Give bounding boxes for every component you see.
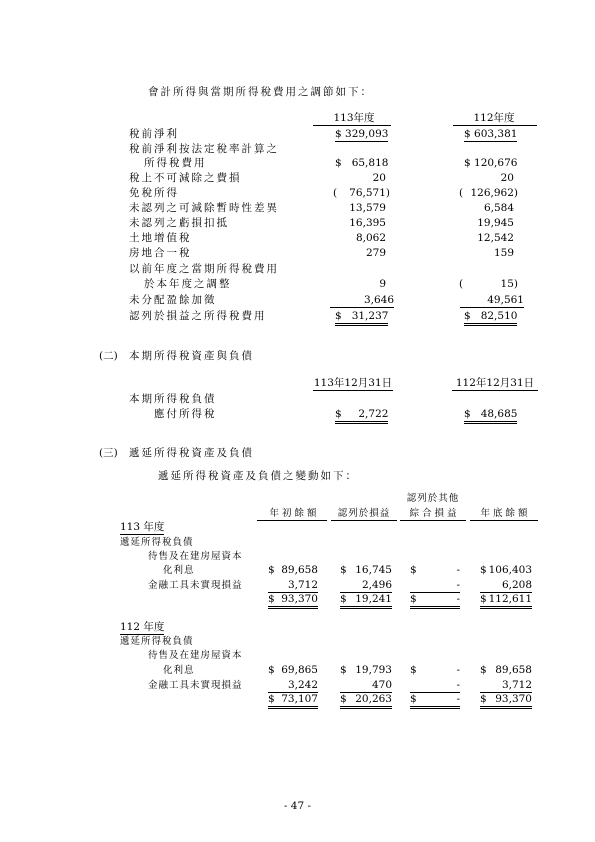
cell-pl: 2,496	[361, 579, 392, 591]
dollar-sign: $	[410, 664, 417, 676]
section-2-row-label: 應付所得稅	[154, 408, 217, 420]
cell-oci: -	[456, 579, 460, 591]
recon-row-v112: 20	[500, 172, 514, 184]
section-2-v112: $ 48,685	[464, 408, 517, 424]
cell-opening-total: 73,107	[281, 693, 318, 705]
item-label: 待售及在建房屋資本	[148, 650, 243, 661]
recon-row-label: 所得稅費用	[144, 157, 207, 169]
section-2-v113: $ 2,722	[335, 408, 388, 424]
recon-col-112-rule	[453, 125, 537, 126]
dollar-sign: $	[340, 564, 347, 576]
recon-col-113-rule	[313, 125, 391, 126]
total-double-rule	[410, 606, 460, 609]
dollar-sign: $	[410, 693, 417, 705]
recon-row-v112: 19,945	[477, 217, 514, 229]
total-double-rule	[340, 606, 392, 609]
cell-opening: 3,712	[287, 579, 318, 591]
dollar-sign: $	[340, 693, 347, 705]
section-3-number: (三)	[99, 447, 118, 459]
cell-closing: 106,403	[488, 564, 532, 576]
item-label: 待售及在建房屋資本	[148, 551, 243, 562]
recon-row-v113: 16,395	[349, 217, 386, 229]
recon-row-paren-113: (	[333, 187, 338, 199]
recon-row-v112: 12,542	[477, 232, 514, 244]
recon-row-label: 稅前淨利按法定稅率計算之	[129, 143, 279, 155]
total-double-rule	[480, 706, 532, 709]
cell-pl: 470	[371, 679, 392, 691]
cell-pl-total: 19,241	[355, 593, 392, 605]
recon-row-v113: 279	[365, 247, 386, 259]
cell-closing-total: 112,611	[488, 593, 532, 605]
recon-row-v113: $ 31,237	[335, 310, 388, 326]
section-2-col-112-rule	[452, 390, 538, 391]
recon-row-label: 土地增值稅	[129, 232, 192, 244]
cell-opening: 69,865	[281, 664, 318, 676]
item-label: 化利息	[163, 665, 195, 676]
section-2-row-header: 本期所得稅負債	[129, 393, 217, 405]
cell-closing: 3,712	[501, 679, 532, 691]
col-oci-line2: 綜 合 損 益	[409, 508, 457, 519]
recon-row-paren-112: (	[459, 278, 464, 290]
section-3-title: 遞延所得稅資產及負債	[129, 447, 254, 459]
recon-row-v112: $ 603,381	[464, 128, 518, 140]
recon-row-v113: 8,062	[355, 232, 386, 244]
dollar-sign: $	[480, 564, 487, 576]
section-2-col-113: 113年12月31日	[313, 377, 393, 389]
dollar-sign: $	[268, 593, 275, 605]
dollar-sign: $	[480, 593, 487, 605]
dollar-sign: $	[410, 564, 417, 576]
recon-row-v113: 13,579	[349, 202, 386, 214]
total-double-rule	[268, 706, 318, 709]
recon-row-label: 未認列之可減除暫時性差異	[129, 202, 279, 214]
dollar-sign: $	[268, 664, 275, 676]
cell-pl-total: 20,263	[355, 693, 392, 705]
recon-row-label: 免稅所得	[129, 187, 179, 199]
recon-row-v112: 6,584	[483, 202, 514, 214]
recon-row-v113: $ 65,818	[335, 157, 389, 169]
dollar-sign: $	[410, 593, 417, 605]
recon-row-label: 稅前淨利	[129, 128, 179, 140]
total-double-rule	[268, 606, 318, 609]
recon-row-v113: 9	[379, 278, 386, 290]
recon-row-v113: 3,646	[330, 294, 394, 308]
cell-pl: 16,745	[355, 564, 392, 576]
recon-row-v112: $ 82,510	[464, 310, 517, 326]
total-double-rule	[480, 606, 532, 609]
total-double-rule	[340, 706, 392, 709]
page-number: - 47 -	[283, 800, 312, 812]
recon-row-v112: 49,561	[460, 294, 524, 308]
dollar-sign: $	[340, 593, 347, 605]
recon-row-label: 未分配盈餘加徵	[129, 294, 217, 306]
cell-closing-total: 93,370	[495, 693, 532, 705]
recon-col-113: 113年度	[333, 112, 375, 124]
col-closing-balance: 年 底 餘 額	[480, 508, 528, 519]
col-rule	[400, 520, 466, 521]
cell-oci: -	[456, 679, 460, 691]
cell-oci-total: -	[456, 593, 460, 605]
recon-row-label: 稅上不可減除之費損	[129, 172, 242, 184]
recon-row-v112: $ 120,676	[464, 157, 518, 169]
cell-oci: -	[456, 564, 460, 576]
year-label: 112 年度	[120, 621, 165, 633]
dollar-sign: $	[480, 693, 487, 705]
group-label: 遞延所得稅負債	[120, 636, 194, 647]
cell-oci-total: -	[456, 693, 460, 705]
recon-row-paren-112: (	[459, 187, 464, 199]
recon-row-label: 認列於損益之所得稅費用	[129, 310, 267, 322]
year-label: 113 年度	[120, 521, 165, 533]
cell-opening: 89,658	[281, 564, 318, 576]
col-opening-balance: 年 初 餘 額	[269, 508, 317, 519]
col-recognized-pl: 認列於損益	[337, 508, 391, 519]
recon-row-label: 未認列之虧損扣抵	[129, 217, 229, 229]
recon-row-v112: 126,962)	[470, 187, 518, 199]
section-2-title: 本期所得稅資產與負債	[129, 350, 254, 362]
total-double-rule	[410, 706, 460, 709]
dollar-sign: $	[268, 564, 275, 576]
dollar-sign: $	[268, 693, 275, 705]
recon-intro: 會計所得與當期所得稅費用之調節如下：	[148, 86, 373, 98]
section-2-col-112: 112年12月31日	[455, 377, 535, 389]
recon-row-v112: 15)	[500, 278, 518, 290]
recon-row-label: 房地合一稅	[129, 247, 192, 259]
section-3-intro: 遞延所得稅資產及負債之變動如下：	[158, 470, 358, 482]
item-label: 化利息	[163, 565, 195, 576]
item-label: 金融工具未實現損益	[148, 680, 243, 691]
recon-row-label: 以前年度之當期所得稅費用	[129, 263, 279, 275]
dollar-sign: $	[340, 664, 347, 676]
cell-closing: 89,658	[495, 664, 532, 676]
recon-col-112: 112年度	[473, 112, 515, 124]
col-rule	[331, 520, 397, 521]
recon-row-v113: 20	[372, 172, 386, 184]
dollar-sign: $	[480, 664, 487, 676]
cell-opening: 3,242	[287, 679, 318, 691]
col-rule	[257, 520, 327, 521]
section-2-col-113-rule	[313, 390, 393, 391]
recon-row-label: 於本年度之調整	[144, 278, 232, 290]
recon-row-v113: 76,571)	[349, 187, 390, 199]
recon-row-v112: 159	[493, 247, 514, 259]
recon-row-v113: $ 329,093	[335, 128, 389, 140]
cell-oci: -	[456, 664, 460, 676]
col-oci-line1: 認列於其他	[406, 493, 460, 504]
item-label: 金融工具未實現損益	[148, 580, 243, 591]
cell-opening-total: 93,370	[281, 593, 318, 605]
cell-closing: 6,208	[501, 579, 532, 591]
section-2-number: (二)	[99, 350, 118, 362]
cell-pl: 19,793	[355, 664, 392, 676]
col-rule	[470, 520, 538, 521]
group-label: 遞延所得稅負債	[120, 537, 194, 548]
